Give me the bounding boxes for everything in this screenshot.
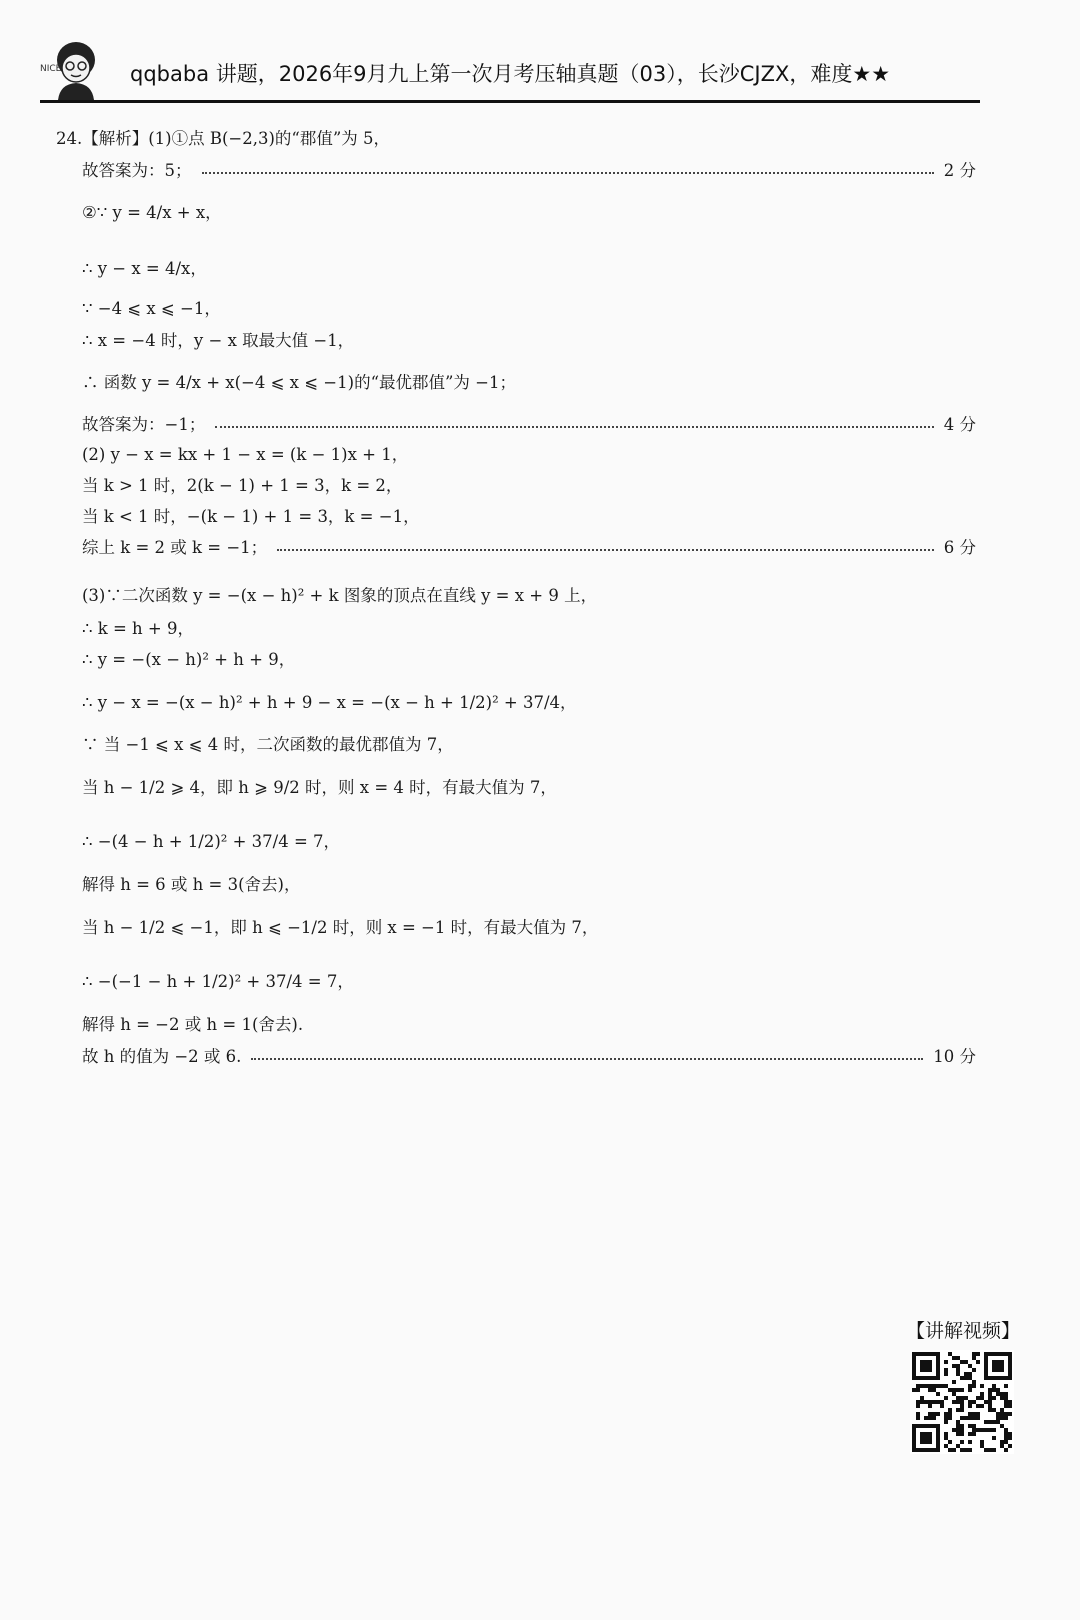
solution-line: ∵ 当 −1 ⩽ x ⩽ 4 时，二次函数的最优郡值为 7，: [82, 735, 454, 754]
dotted-leader: [251, 1058, 923, 1060]
page-title: qqbaba 讲题，2026年9月九上第一次月考压轴真题（03），长沙CJZX，难度★★: [130, 62, 891, 86]
score-points: 4 分: [943, 415, 976, 434]
score-line: [82, 157, 976, 181]
score-line: [82, 1043, 976, 1067]
dotted-leader: [277, 549, 934, 551]
svg-text:NICE: NICE: [40, 64, 62, 74]
score-line: [82, 411, 976, 435]
solution-line: (2) y − x = kx + 1 − x = (k − 1)x + 1，: [82, 445, 409, 464]
dotted-leader: [202, 172, 934, 174]
qr-code-icon[interactable]: [910, 1350, 1014, 1454]
solution-line: ∴ 函数 y = 4/x + x(−4 ⩽ x ⩽ −1)的“最优郡值”为 −1；: [82, 373, 517, 392]
solution-line: 当 h − 1/2 ⩾ 4，即 h ⩾ 9/2 时，则 x = 4 时，有最大值为 7，: [82, 778, 557, 797]
solution-line: 综上 k = 2 或 k = −1；: [82, 538, 268, 557]
video-label: 【讲解视频】: [906, 1320, 1021, 1342]
solution-line: ∴ −(4 − h + 1/2)² + 37/4 = 7，: [82, 832, 341, 851]
solution-line: 24.【解析】(1)①点 B(−2,3)的“郡值”为 5，: [56, 129, 391, 148]
avatar: [40, 38, 106, 100]
solution-line: 当 k < 1 时，−(k − 1) + 1 = 3，k = −1，: [82, 507, 420, 526]
page-header: [40, 38, 980, 103]
solution-line: (3)∵二次函数 y = −(x − h)² + k 图象的顶点在直线 y = x + 9 上，: [82, 586, 598, 605]
solution-line: 故答案为：5；: [82, 161, 192, 180]
solution-line: ∴ y − x = −(x − h)² + h + 9 − x = −(x − h + 1/2)² + 37/4，: [82, 693, 577, 712]
solution-line: ∴ y − x = 4/x，: [82, 259, 207, 278]
solution-line: 解得 h = 6 或 h = 3(舍去)，: [82, 875, 301, 894]
solution-line: 当 h − 1/2 ⩽ −1，即 h ⩽ −1/2 时，则 x = −1 时，有最大值为 7，: [82, 918, 599, 937]
solution-line: 当 k > 1 时，2(k − 1) + 1 = 3，k = 2，: [82, 476, 403, 495]
solution-line: 解得 h = −2 或 h = 1(舍去).: [82, 1015, 304, 1034]
solution-line: ∴ −(−1 − h + 1/2)² + 37/4 = 7，: [82, 972, 354, 991]
solution-line: ∴ y = −(x − h)² + h + 9，: [82, 650, 296, 669]
solution-line: ∴ k = h + 9，: [82, 619, 194, 638]
solution-line: ∵ −4 ⩽ x ⩽ −1，: [82, 299, 221, 318]
score-points: 2 分: [943, 161, 976, 180]
dotted-leader: [215, 426, 933, 428]
score-line: [82, 534, 976, 558]
solution-line: ②∵ y = 4/x + x，: [82, 203, 222, 222]
solution-line: 故 h 的值为 −2 或 6.: [82, 1047, 242, 1066]
solution-line: ∴ x = −4 时，y − x 取最大值 −1，: [82, 331, 355, 350]
score-points: 6 分: [943, 538, 976, 557]
solution-line: 故答案为：−1；: [82, 415, 206, 434]
cartoon-avatar-icon: [40, 38, 106, 100]
score-points: 10 分: [933, 1047, 976, 1066]
